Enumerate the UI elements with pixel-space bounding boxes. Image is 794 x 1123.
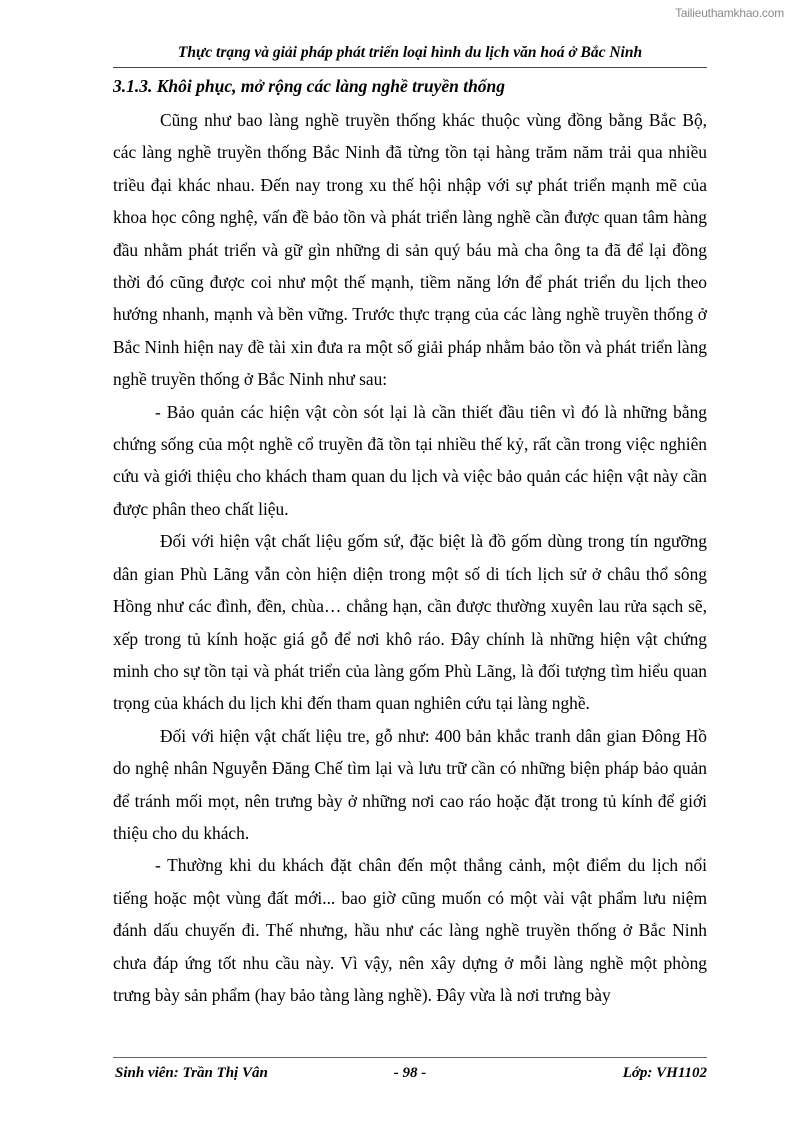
running-header: Thực trạng và giải pháp phát triển loại hình du lịch văn hoá ở Bắc Ninh [177,44,643,61]
footer-rule [113,1057,707,1058]
section-heading: 3.1.3. Khôi phục, mở rộng các làng nghề truyền thống [113,76,506,96]
page-footer [113,1062,707,1084]
paragraph-souvenirs: - Thường khi du khách đặt chân đến một thắng cảnh, một điểm du lịch nổi tiếng hoặc một vùng đất mới... bao giờ cũng muốn có một vài vật phẩm lưu niệm đánh dấu chuyến đi. Thế nhưng, hầu như các làng nghề truyền thống ở Bắc Ninh chưa đáp ứng tốt nhu cầu này. Vì vậy, nên xây dựng ở mỗi làng nghề một phòng trưng bày sản phẩm (hay bảo tàng làng nghề). Đây vừa là nơi trưng bày [113,855,707,1005]
footer-student: Sinh viên: Trần Thị Vân [115,1065,268,1081]
footer-page-number: - 98 - [393,1065,427,1081]
watermark: Tailieuthamkhao.com [675,6,784,20]
footer-class: Lớp: VH1102 [622,1065,707,1081]
paragraph-intro: Cũng như bao làng nghề truyền thống khác thuộc vùng đồng bằng Bắc Bộ, các làng nghề truyền thống Bắc Ninh đã từng tồn tại hàng trăm năm trải qua nhiều triều đại khác nhau. Đến nay trong xu thế hội nhập với sự phát triển mạnh mẽ của khoa học công nghệ, vấn đề bảo tồn và phát triển làng nghề cần được quan tâm hàng đầu nhằm phát triển và gữ gìn những di sản quý báu mà cha ông ta đã để lại đồng thời đó cũng được coi như một thế mạnh, tiềm năng lớn để phát triển du lịch theo hướng nhanh, mạnh và bền vững. Trước thực trạng của các làng nghề truyền thống ở Bắc Ninh hiện nay đề tài xin đưa ra một số giải pháp nhằm bảo tồn và phát triển làng nghề truyền thống ở Bắc Ninh như sau: [113,110,707,390]
paragraph-ceramics: Đối với hiện vật chất liệu gốm sứ, đặc biệt là đồ gốm dùng trong tín ngưỡng dân gian Phù Lãng vẫn còn hiện diện trong một số di tích lịch sử ở châu thổ sông Hồng như các đình, đền, chùa… chẳng hạn, cần được thường xuyên lau rửa sạch sẽ, xếp trong tủ kính hoặc giá gỗ để nơi khô ráo. Đây chính là những hiện vật chứng minh cho sự tồn tại và phát triển của làng gốm Phù Lãng, là đối tượng tìm hiểu quan trọng của khách du lịch khi đến tham quan nghiên cứu tại làng nghề. [113,531,707,714]
paragraph-wood-bamboo: Đối với hiện vật chất liệu tre, gỗ như: 400 bản khắc tranh dân gian Đông Hồ do nghệ nhân Nguyễn Đăng Chế tìm lại và lưu trữ cần có những biện pháp bảo quản để tránh mối mọt, nên trưng bày ở những nơi cao ráo hoặc đặt trong tủ kính để giới thiệu cho du khách. [113,725,707,843]
paragraph-preserve-artifacts: - Bảo quản các hiện vật còn sót lại là cần thiết đầu tiên vì đó là những bằng chứng sống của một nghề cổ truyền đã tồn tại nhiều thế kỷ, rất cần trong việc nghiên cứu và giới thiệu cho khách tham quan du lịch và việc bảo quản các hiện vật này cần được phân theo chất liệu. [113,401,707,519]
header-rule [113,67,707,68]
body-text [113,104,707,1011]
